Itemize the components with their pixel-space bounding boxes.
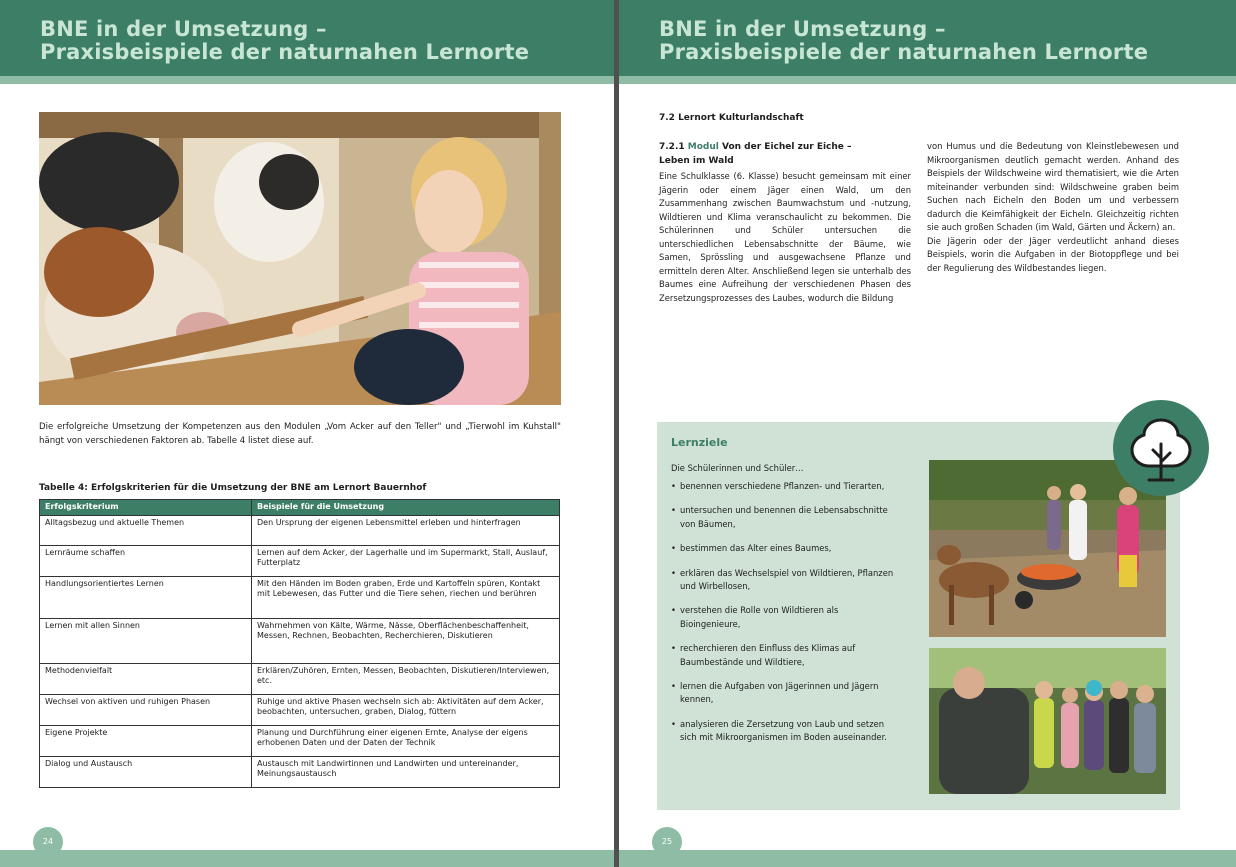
learning-goals-lead: Die Schülerinnen und Schüler… xyxy=(671,463,804,473)
learning-goal-item: • benennen verschiedene Pflanzen- und Tierarten, xyxy=(671,480,901,493)
table-cell-criterion: Handlungsorientiertes Lernen xyxy=(40,577,252,619)
table-cell-criterion: Methodenvielfalt xyxy=(40,664,252,695)
header-title-line1: BNE in der Umsetzung – xyxy=(659,17,946,41)
success-criteria-table xyxy=(39,499,560,788)
body-paragraph: Die Jägerin oder der Jäger verdeutlicht anhand dieses Beispiels, worin die Aufgaben in der Biotoppflege und bei der Regulierung des Wildbestandes liegen. xyxy=(927,235,1179,273)
module-word: Modul xyxy=(687,142,719,152)
table-cell-example: Planung und Durchführung einer eigenen Ernte, Analyse der eigens erhobenen Daten und der Daten der Technik xyxy=(252,726,560,757)
intro-paragraph: Die erfolgreiche Umsetzung der Kompetenzen aus den Modulen „Vom Acker auf den Teller" und „Tierwohl im Kuhstall" hängt von verschiedenen Faktoren ab. Tabelle 4 listet diese auf. xyxy=(39,422,561,446)
learning-goal-item: • erklären das Wechselspiel von Wildtieren, Pflanzen und Wirbellosen, xyxy=(671,567,901,594)
table-cell-example: Den Ursprung der eigenen Lebensmittel erleben und hinterfragen xyxy=(252,516,560,546)
table-cell-example: Erklären/Zuhören, Ernten, Messen, Beobachten, Diskutieren/Interviewen, etc. xyxy=(252,664,560,695)
table-cell-example: Lernen auf dem Acker, der Lagerhalle und im Supermarkt, Stall, Auslauf, Futterplatz xyxy=(252,546,560,577)
header-title-line2: Praxisbeispiele der naturnahen Lernorte xyxy=(40,40,530,64)
module-title-text: Von der Eichel zur Eiche – xyxy=(721,142,852,152)
table-row xyxy=(40,726,560,757)
table-header-row xyxy=(40,500,560,516)
table-row xyxy=(40,516,560,546)
learning-goal-item: • lernen die Aufgaben von Jägerinnen und Jägern kennen, xyxy=(671,680,901,707)
page-header xyxy=(619,0,1236,76)
table-row xyxy=(40,695,560,726)
learning-goal-item: • bestimmen das Alter eines Baumes, xyxy=(671,542,901,555)
table-header-examples: Beispiele für die Umsetzung xyxy=(252,500,560,516)
table-cell-criterion: Eigene Projekte xyxy=(40,726,252,757)
page-footer xyxy=(619,850,1236,867)
table-cell-example: Wahrnehmen von Kälte, Wärme, Nässe, Oberflächenbeschaffenheit, Messen, Rechnen, Beobachten, Recherchieren, Diskutieren xyxy=(252,619,560,664)
learning-goal-item: • recherchieren den Einfluss des Klimas auf Baumbestände und Wildtiere, xyxy=(671,642,901,669)
photo-hunter-with-class xyxy=(929,648,1166,794)
module-title xyxy=(659,140,911,168)
header-title-line1: BNE in der Umsetzung – xyxy=(40,17,327,41)
table-cell-example: Mit den Händen im Boden graben, Erde und Kartoffeln spüren, Kontakt mit Lebewesen, das Futter und die Tiere sehen, riechen und berühren xyxy=(252,577,560,619)
table-cell-criterion: Dialog und Austausch xyxy=(40,757,252,788)
section-title: 7.2 Lernort Kulturlandschaft xyxy=(659,113,804,123)
page-footer xyxy=(0,850,617,867)
table-row xyxy=(40,577,560,619)
module-title-line2: Leben im Wald xyxy=(659,156,734,166)
body-paragraph: von Humus und die Bedeutung von Kleinstlebewesen und Mikroorganismen deutlich gemacht werden. Anhand des Beispiels der Wildschweine wird thematisiert, wie die Arten miteinander verbunden sind: Wildschweine graben beim Suchen nach Eicheln den Boden um und verbessern dadurch die Keimfähigkeit der Eicheln. Gleichzeitig richten sie auch großen Schaden (im Wald, Gärten und Äckern) an. xyxy=(927,141,1179,232)
page-header xyxy=(0,0,617,76)
page-number: 25 xyxy=(652,827,682,857)
body-paragraph: Eine Schulklasse (6. Klasse) besucht gemeinsam mit einer Jägerin oder einem Jäger einen Wald, um den Zusammenhang zwischen Baumwachstum und -nutzung, Wildtieren und Klima veranschaulicht zu bekommen. Die Schülerinnen und Schüler untersuchen die unterschiedlichen Lebensabschnitte der Bäume, wie Samen, Sprössling und ausgewachsene Pflanze und ermitteln deren Alter. Anschließend legen sie unterhalb des Baumes eine Aufreihung der verschiedenen Phasen des Zersetzungsprozesses des Laubes, wodurch die Bildung xyxy=(659,171,911,303)
page-left xyxy=(0,0,617,867)
header-band xyxy=(0,76,617,84)
photo-girl-with-calves xyxy=(39,112,561,405)
header-title xyxy=(659,18,1148,64)
table-cell-example: Ruhige und aktive Phasen wechseln sich ab: Aktivitäten auf dem Acker, beobachten, untersuchen, graben, Dialog, füttern xyxy=(252,695,560,726)
learning-goals-list xyxy=(671,480,901,756)
learning-goals-title: Lernziele xyxy=(671,436,728,449)
table-row xyxy=(40,619,560,664)
table-cell-criterion: Lernräume schaffen xyxy=(40,546,252,577)
table-row xyxy=(40,546,560,577)
header-title xyxy=(40,18,529,64)
learning-goal-item: • verstehen die Rolle von Wildtieren als Bioingenieure, xyxy=(671,604,901,631)
module-number: 7.2.1 xyxy=(659,142,685,152)
table-row xyxy=(40,664,560,695)
page-right xyxy=(619,0,1236,867)
table-caption: Tabelle 4: Erfolgskriterien für die Umsetzung der BNE am Lernort Bauernhof xyxy=(39,483,427,493)
page-number: 24 xyxy=(33,827,63,857)
header-title-line2: Praxisbeispiele der naturnahen Lernorte xyxy=(659,40,1149,64)
table-cell-criterion: Wechsel von aktiven und ruhigen Phasen xyxy=(40,695,252,726)
table-row xyxy=(40,757,560,788)
table-cell-example: Austausch mit Landwirtinnen und Landwirten und untereinander, Meinungsaustausch xyxy=(252,757,560,788)
tree-icon xyxy=(1113,400,1209,496)
text-column-2 xyxy=(927,140,1179,275)
learning-goal-item: • untersuchen und benennen die Lebensabschnitte von Bäumen, xyxy=(671,504,901,531)
text-column-1 xyxy=(659,170,911,305)
table-cell-criterion: Lernen mit allen Sinnen xyxy=(40,619,252,664)
table-header-criterion: Erfolgskriterium xyxy=(40,500,252,516)
header-band xyxy=(619,76,1236,84)
learning-goal-item: • analysieren die Zersetzung von Laub und setzen sich mit Mikroorganismen im Boden auseinander. xyxy=(671,718,901,745)
table-cell-criterion: Alltagsbezug und aktuelle Themen xyxy=(40,516,252,546)
